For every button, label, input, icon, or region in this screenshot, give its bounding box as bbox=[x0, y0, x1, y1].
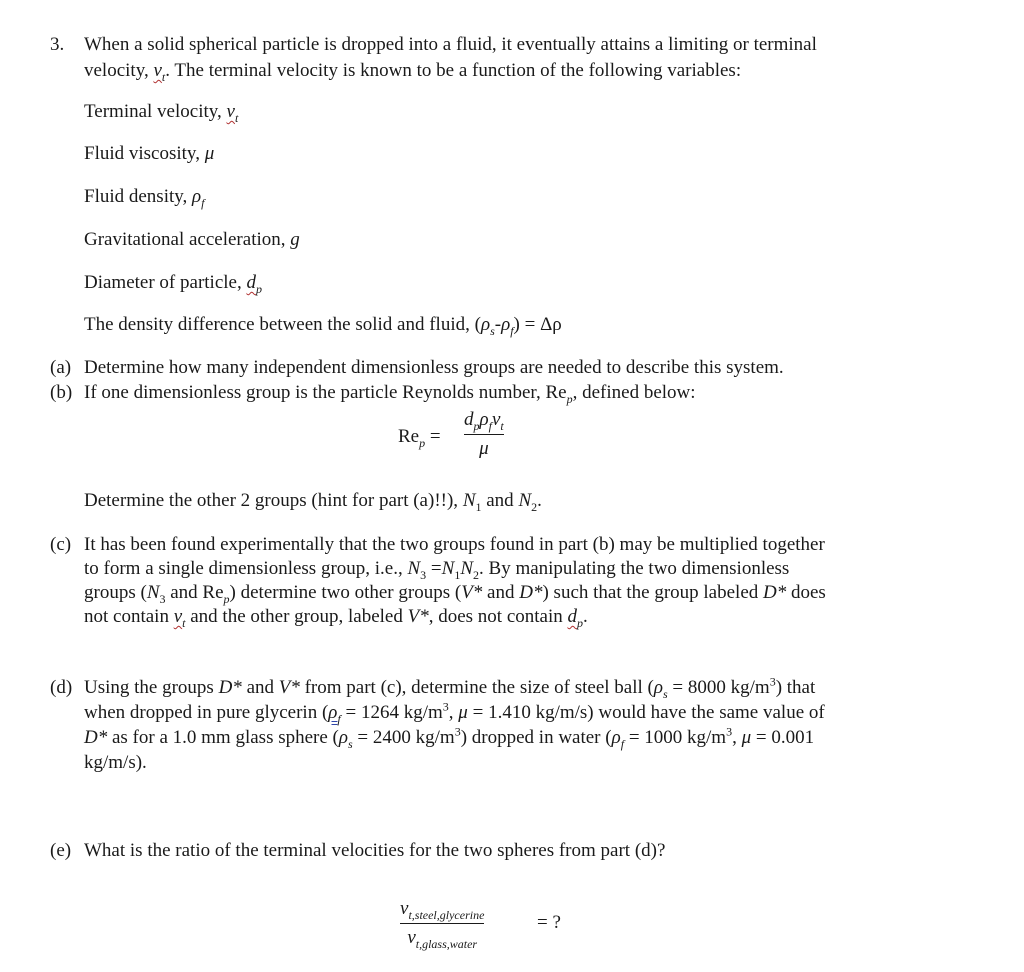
part-c-label: (c) bbox=[50, 534, 72, 555]
question-number: 3. bbox=[50, 34, 65, 55]
part-d-line-3: D* as for a 1.0 mm glass sphere ($\rho_s = 2400$ $kg/m^3$) dropped in water ($\rho_f = 1000$ $kg/m^3$, μ = 0.001 bbox=[84, 724, 815, 751]
part-a-label: (a) bbox=[50, 357, 72, 378]
part-e-label: (e) bbox=[50, 840, 72, 861]
reynolds-fraction bbox=[464, 408, 504, 461]
reynolds-numerator: $d_p\rho_fv_t$ bbox=[464, 409, 504, 433]
vt-symbol: $v_t$ bbox=[153, 60, 166, 84]
part-a-text: Determine how many independent dimensionless groups are needed to describe this system. bbox=[84, 357, 784, 378]
part-b-label: (b) bbox=[50, 382, 73, 403]
intro-line-2: velocity, $v_t$. The terminal velocity is known to be a function of the following variables: bbox=[84, 60, 742, 84]
part-d-line-2: when dropped in pure glycerin ($\rho_f = 1264$ $kg/m^3$, μ = 1.410 kg/m/s) would have the same value of bbox=[84, 699, 825, 726]
variable-terminal-velocity: Terminal velocity, $v_t$ bbox=[84, 101, 239, 125]
reynolds-denominator: μ bbox=[479, 438, 489, 459]
velocity-ratio-numerator: $v_{t,steel,glycerine}$ bbox=[400, 898, 485, 922]
part-b-followup: Determine the other 2 groups (hint for part (a)!!), $N_1$ and $N_2$. bbox=[84, 490, 542, 514]
part-b-text: If one dimensionless group is the particle Reynolds number, $Re_p$, defined below: bbox=[84, 382, 696, 406]
variable-fluid-density: Fluid density, $\rho_f$ bbox=[84, 186, 205, 210]
variable-gravity: Gravitational acceleration, g bbox=[84, 229, 300, 250]
part-d-line-4: kg/m/s). bbox=[84, 752, 147, 773]
part-c-line-1: It has been found experimentally that the two groups found in part (b) may be multiplied together bbox=[84, 534, 825, 555]
variable-particle-diameter: Diameter of particle, $d_p$ bbox=[84, 272, 262, 296]
velocity-ratio-bar bbox=[400, 923, 484, 924]
velocity-ratio-denominator: $v_{t,glass,water}$ bbox=[407, 927, 478, 951]
part-c-line-4: not contain $v_t$ and the other group, labeled V*, does not contain $d_p$. bbox=[84, 606, 588, 630]
variable-fluid-viscosity: Fluid viscosity, μ bbox=[84, 143, 215, 164]
variable-density-difference: The density difference between the solid and fluid, $(\rho_s-\rho_f) = \Delta\rho$ bbox=[84, 314, 562, 338]
velocity-ratio-rhs: = ? bbox=[537, 912, 561, 933]
velocity-ratio-fraction bbox=[400, 897, 484, 950]
reynolds-lhs: $Re_p$ = bbox=[398, 426, 441, 450]
part-d-line-1: Using the groups D* and V* from part (c), determine the size of steel ball ($\rho_s = 8000$ $kg/m^3$) that bbox=[84, 674, 816, 701]
part-e-text: What is the ratio of the terminal velocities for the two spheres from part (d)? bbox=[84, 840, 666, 861]
reynolds-fraction-bar bbox=[464, 434, 504, 435]
intro-line-1: When a solid spherical particle is dropped into a fluid, it eventually attains a limiting or terminal bbox=[84, 34, 817, 55]
part-d-label: (d) bbox=[50, 677, 73, 698]
part-c-line-3: groups ($N_3$ and $Re_p$) determine two other groups (V* and D*) such that the group labeled D* does bbox=[84, 582, 826, 606]
part-c-line-2: to form a single dimensionless group, i.e., $N_3 =N_1N_2$. By manipulating the two dimensionless bbox=[84, 558, 790, 582]
